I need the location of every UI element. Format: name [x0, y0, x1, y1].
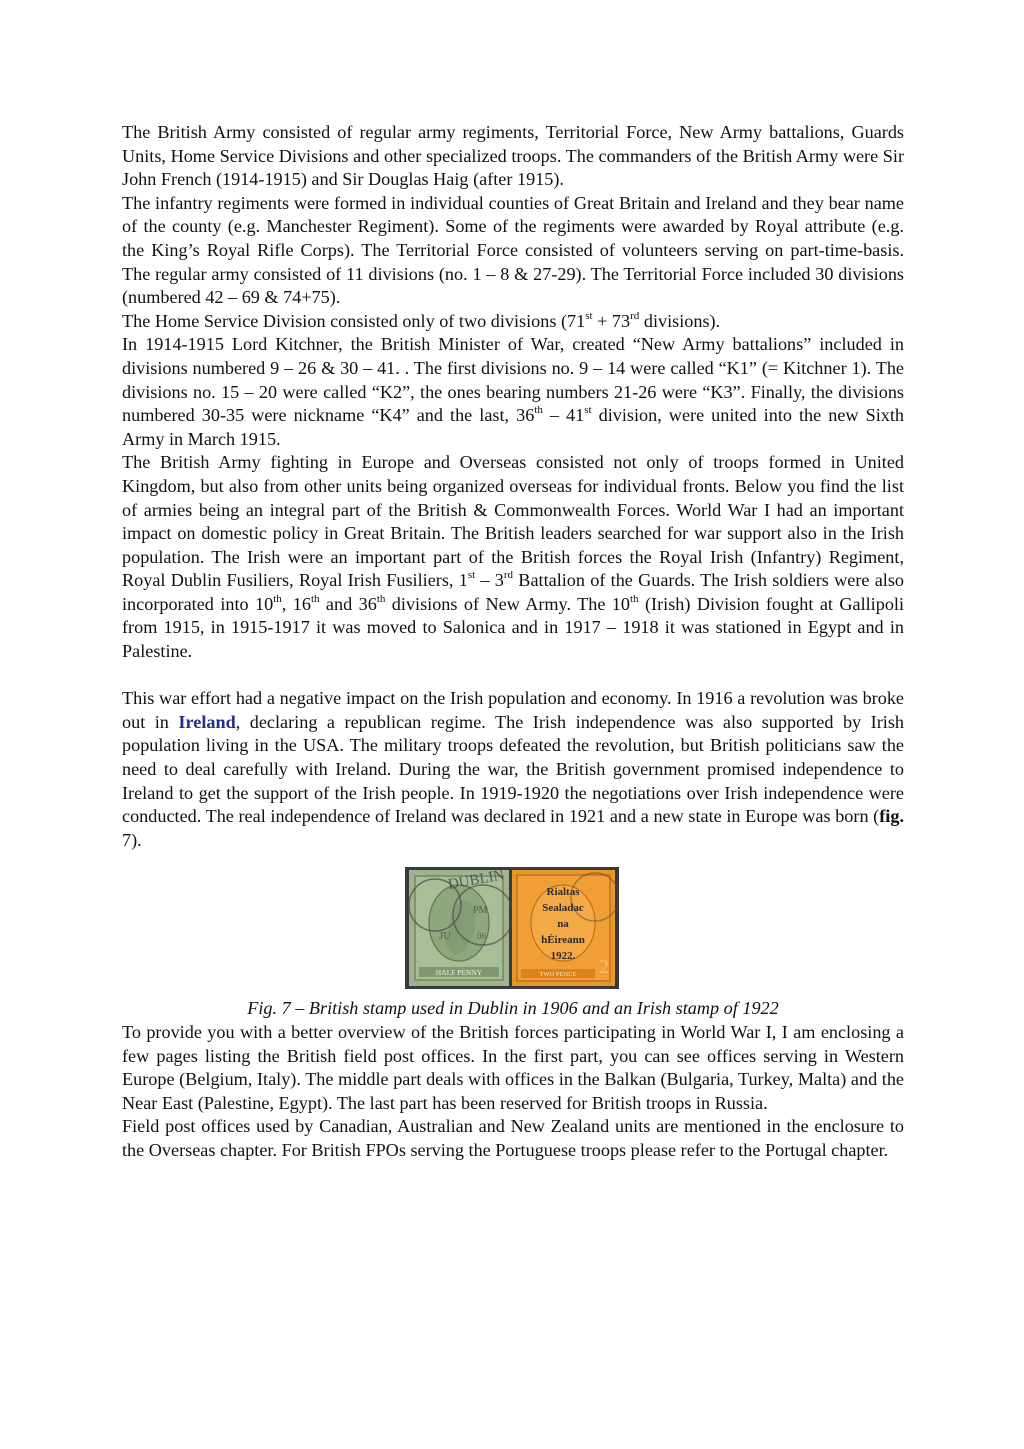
figure-stamps [122, 867, 904, 997]
paragraph-irish-revolution: This war effort had a negative impact on the Irish population and economy. In 1916 a revolution was broke out in Ireland, declaring a republican regime. The Irish independence was also supported by Irish population living in the USA. The military troops defeated the revolution, but British politicians saw the need to deal carefully with Ireland. During the war, the British government promised independence to Ireland to get the support of the Irish people. In 1919-1920 the negotiations over Irish independence were conducted. The real independence of Ireland was declared in 1921 and a new state in Europe was born (fig. 7). [122, 688, 905, 850]
paragraph-infantry-regiments: The infantry regiments were formed in individual counties of Great Britain and Ireland and they bear name of the county (e.g. Manchester Regiment). Some of the regiments were awarded by Royal attribute (e.g. the King’s Royal Rifle Corps). The Territorial Force consisted of volunteers serving on part-time-basis. The regular army consisted of 11 divisions (no. 1 – 8 & 27-29). The Territorial Force included 30 divisions (numbered 42 – 69 & 74+75). [122, 192, 904, 308]
figure-caption: Fig. 7 – British stamp used in Dublin in 1906 and an Irish stamp of 1922 [247, 998, 779, 1019]
svg-text:JU: JU [439, 930, 452, 943]
british-halfpenny-stamp [409, 868, 513, 987]
svg-text:Sealadac: Sealadac [542, 902, 584, 915]
paragraph-home-service: The Home Service Division consisted only of two divisions (71st + 73rd divisions). [122, 309, 721, 331]
svg-text:TWO PENCE: TWO PENCE [539, 971, 577, 979]
paragraph-field-post-offices: To provide you with a better overview of the British forces participating in World War I, I am enclosing a few pages listing the British field post offices. In the first part, you can see offices serving in Western Europe (Belgium, Italy). The middle part deals with offices in the Balkan (Bulgaria, Turkey, Malta) and the Near East (Palestine, Egypt). The last part has been reserved for British troops in Russia. [122, 1022, 904, 1113]
svg-text:06: 06 [477, 931, 486, 942]
svg-text:hÉireann: hÉireann [541, 934, 585, 947]
paragraph-spacer [122, 664, 904, 688]
figure-reference: fig. [879, 806, 904, 827]
paragraph-kitchener-army: In 1914-1915 Lord Kitchner, the British Minister of War, created “New Army battalions” included in divisions numbered 9 – 26 & 30 – 41. . The first divisions no. 9 – 14 were called “K1” (= Kitchner 1). The divisions no. 15 – 20 were called “K2”, the ones bearing numbers 21-26 were “K3”. Finally, the divisions numbered 30-35 were nickname “K4” and the last, 36th – 41st division, were united into the new Sixth Army in March 1915. [122, 334, 904, 449]
paragraph-overseas-fpos: Field post offices used by Canadian, Australian and New Zealand units are mentioned in the enclosure to the Overseas chapter. For British FPOs serving the Portuguese troops please refer to the Portugal chapter. [122, 1116, 904, 1160]
irish-overprint-stamp [512, 870, 619, 986]
svg-text:1922.: 1922. [550, 950, 576, 963]
svg-text:DUBLIN: DUBLIN [446, 867, 506, 894]
paragraph-army-structure: The British Army consisted of regular army regiments, Territorial Force, New Army battalions, Guards Units, Home Service Divisions and other specialized troops. The commanders of the British Army were Sir John French (1914-1915) and Sir Douglas Haig (after 1915). [122, 122, 904, 190]
svg-text:2: 2 [599, 956, 609, 979]
ireland-link[interactable]: Ireland [178, 711, 236, 732]
stamps-image [405, 867, 619, 989]
document-body [122, 121, 904, 1163]
svg-text:Rialtas: Rialtas [546, 886, 580, 899]
svg-text:HALF PENNY: HALF PENNY [435, 968, 483, 978]
paragraph-overseas-forces: The British Army fighting in Europe and Overseas consisted not only of troops formed in United Kingdom, but also from other units being organized overseas for individual fronts. Below you find the list of armies being an integral part of the British & Commonwealth Forces. World War I had an important impact on domestic policy in Great Britain. The British leaders searched for war support also in the Irish population. The Irish were an important part of the British forces the Royal Irish (Infantry) Regiment, Royal Dublin Fusiliers, Royal Irish Fusiliers, 1st – 3rd Battalion of the Guards. The Irish soldiers were also incorporated into 10th, 16th and 36th divisions of New Army. The 10th (Irish) Division fought at Gallipoli from 1915, in 1915-1917 it was moved to Salonica and in 1917 – 1918 it was stationed in Egypt and in Palestine. [122, 452, 905, 662]
svg-text:na: na [557, 918, 569, 931]
svg-text:PM: PM [473, 905, 488, 917]
